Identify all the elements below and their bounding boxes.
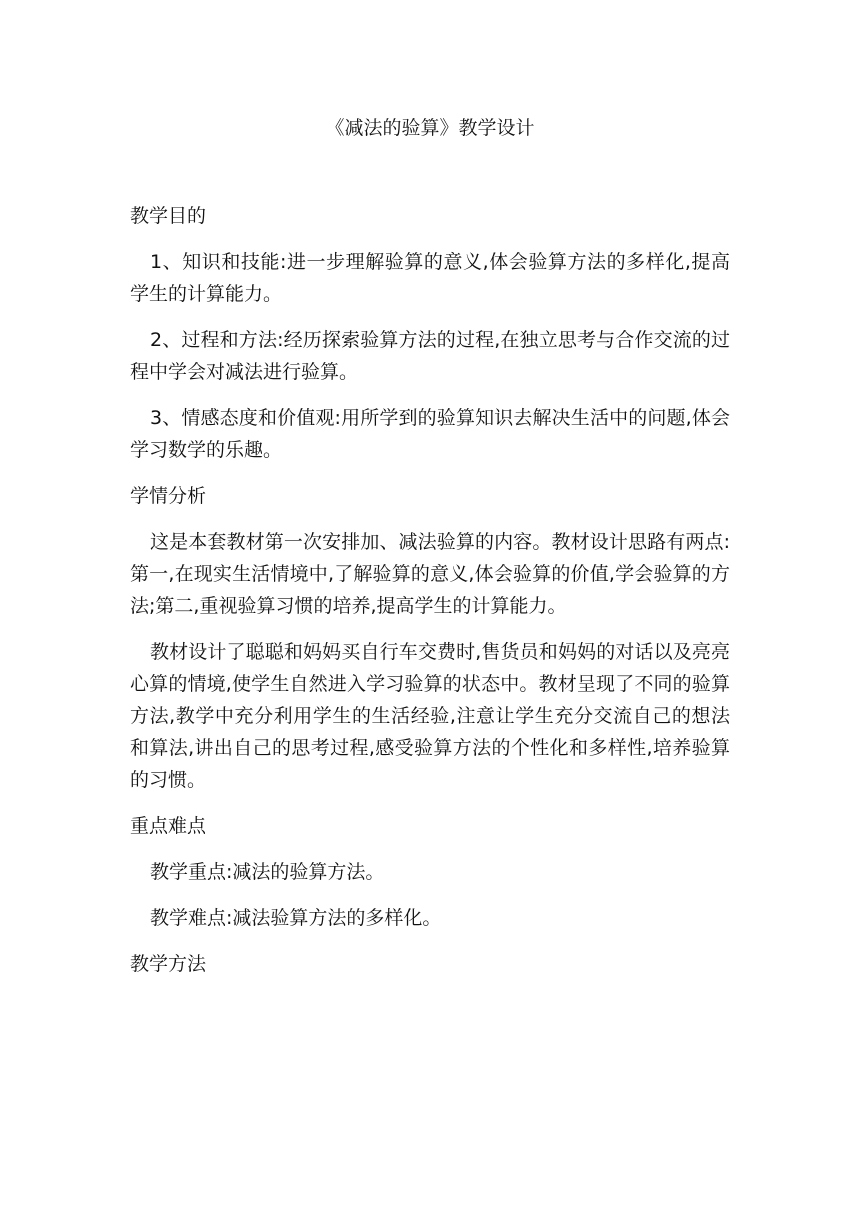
key-point-paragraph: 教学重点:减法的验算方法。	[150, 861, 385, 883]
document-body	[130, 200, 730, 994]
objective-paragraph-3: 3、情感态度和价值观:用所学到的验算知识去解决生活中的问题,体会学习数学的乐趣。	[130, 407, 730, 461]
section-heading-objectives: 教学目的	[130, 205, 207, 227]
difficult-point-paragraph: 教学难点:减法验算方法的多样化。	[150, 907, 442, 929]
document-title: 《减法的验算》教学设计	[325, 117, 535, 139]
section-heading-key-points: 重点难点	[130, 815, 207, 837]
analysis-paragraph-2: 教材设计了聪聪和妈妈买自行车交费时,售货员和妈妈的对话以及亮亮心算的情境,使学生自然进入学习验算的状态中。教材呈现了不同的验算方法,教学中充分利用学生的生活经验,注意让学生充分交流自己的想法和算法,讲出自己的思考过程,感受验算方法的个性化和多样性,培养验算的习惯。	[130, 641, 730, 791]
section-heading-methods: 教学方法	[130, 953, 207, 975]
objective-paragraph-1: 1、知识和技能:进一步理解验算的意义,体会验算方法的多样化,提高学生的计算能力。	[130, 251, 730, 305]
section-heading-analysis: 学情分析	[130, 485, 207, 507]
analysis-paragraph-1: 这是本套教材第一次安排加、减法验算的内容。教材设计思路有两点:第一,在现实生活情境中,了解验算的意义,体会验算的价值,学会验算的方法;第二,重视验算习惯的培养,提高学生的计算能力。	[130, 531, 730, 617]
objective-paragraph-2: 2、过程和方法:经历探索验算方法的过程,在独立思考与合作交流的过程中学会对减法进行验算。	[130, 329, 730, 383]
